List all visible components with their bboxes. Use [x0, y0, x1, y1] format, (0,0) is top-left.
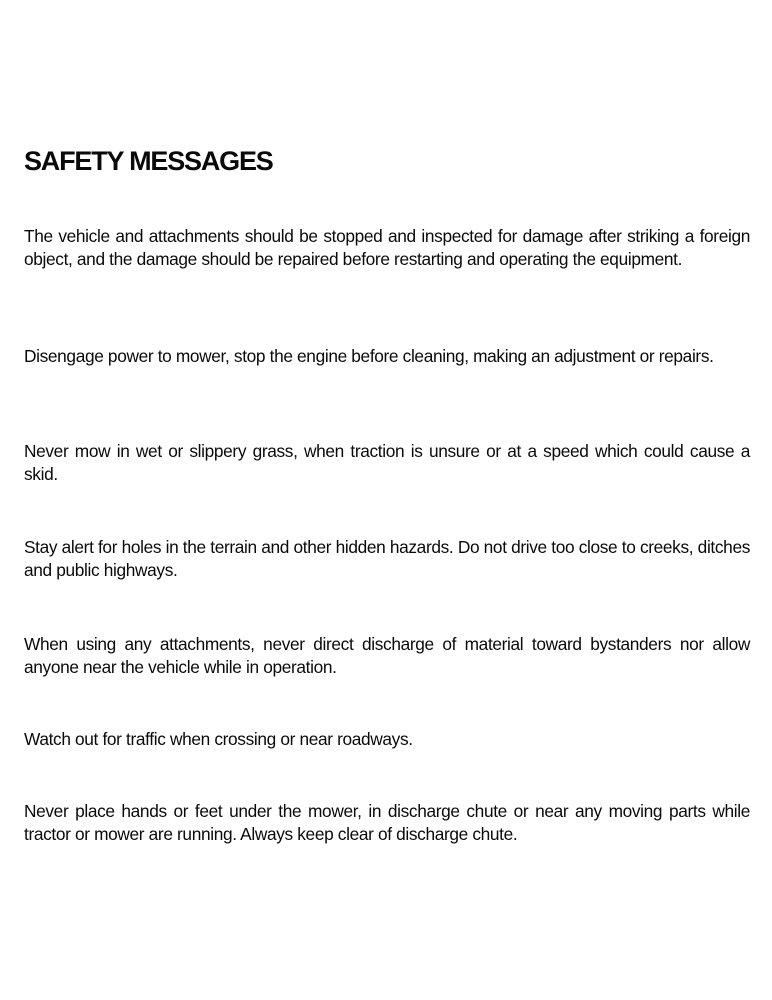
- safety-message-6: Watch out for traffic when crossing or near roadways.: [24, 729, 413, 749]
- safety-message-3: Never mow in wet or slippery grass, when traction is unsure or at a speed which could cause a skid.: [24, 441, 750, 484]
- safety-message-1: The vehicle and attachments should be stopped and inspected for damage after striking a foreign object, and the damage should be repaired before restarting and operating the equipment.: [24, 226, 750, 269]
- safety-message-5: When using any attachments, never direct discharge of material toward bystanders nor allow anyone near the vehicle while in operation.: [24, 634, 750, 677]
- safety-message-2: Disengage power to mower, stop the engine before cleaning, making an adjustment or repairs.: [24, 346, 714, 366]
- safety-message-7: Never place hands or feet under the mower, in discharge chute or near any moving parts while tractor or mower are running. Always keep clear of discharge chute.: [24, 801, 750, 844]
- page-title: SAFETY MESSAGES: [24, 146, 273, 176]
- safety-message-4: Stay alert for holes in the terrain and other hidden hazards. Do not drive too close to creeks, ditches and public highways.: [24, 537, 750, 580]
